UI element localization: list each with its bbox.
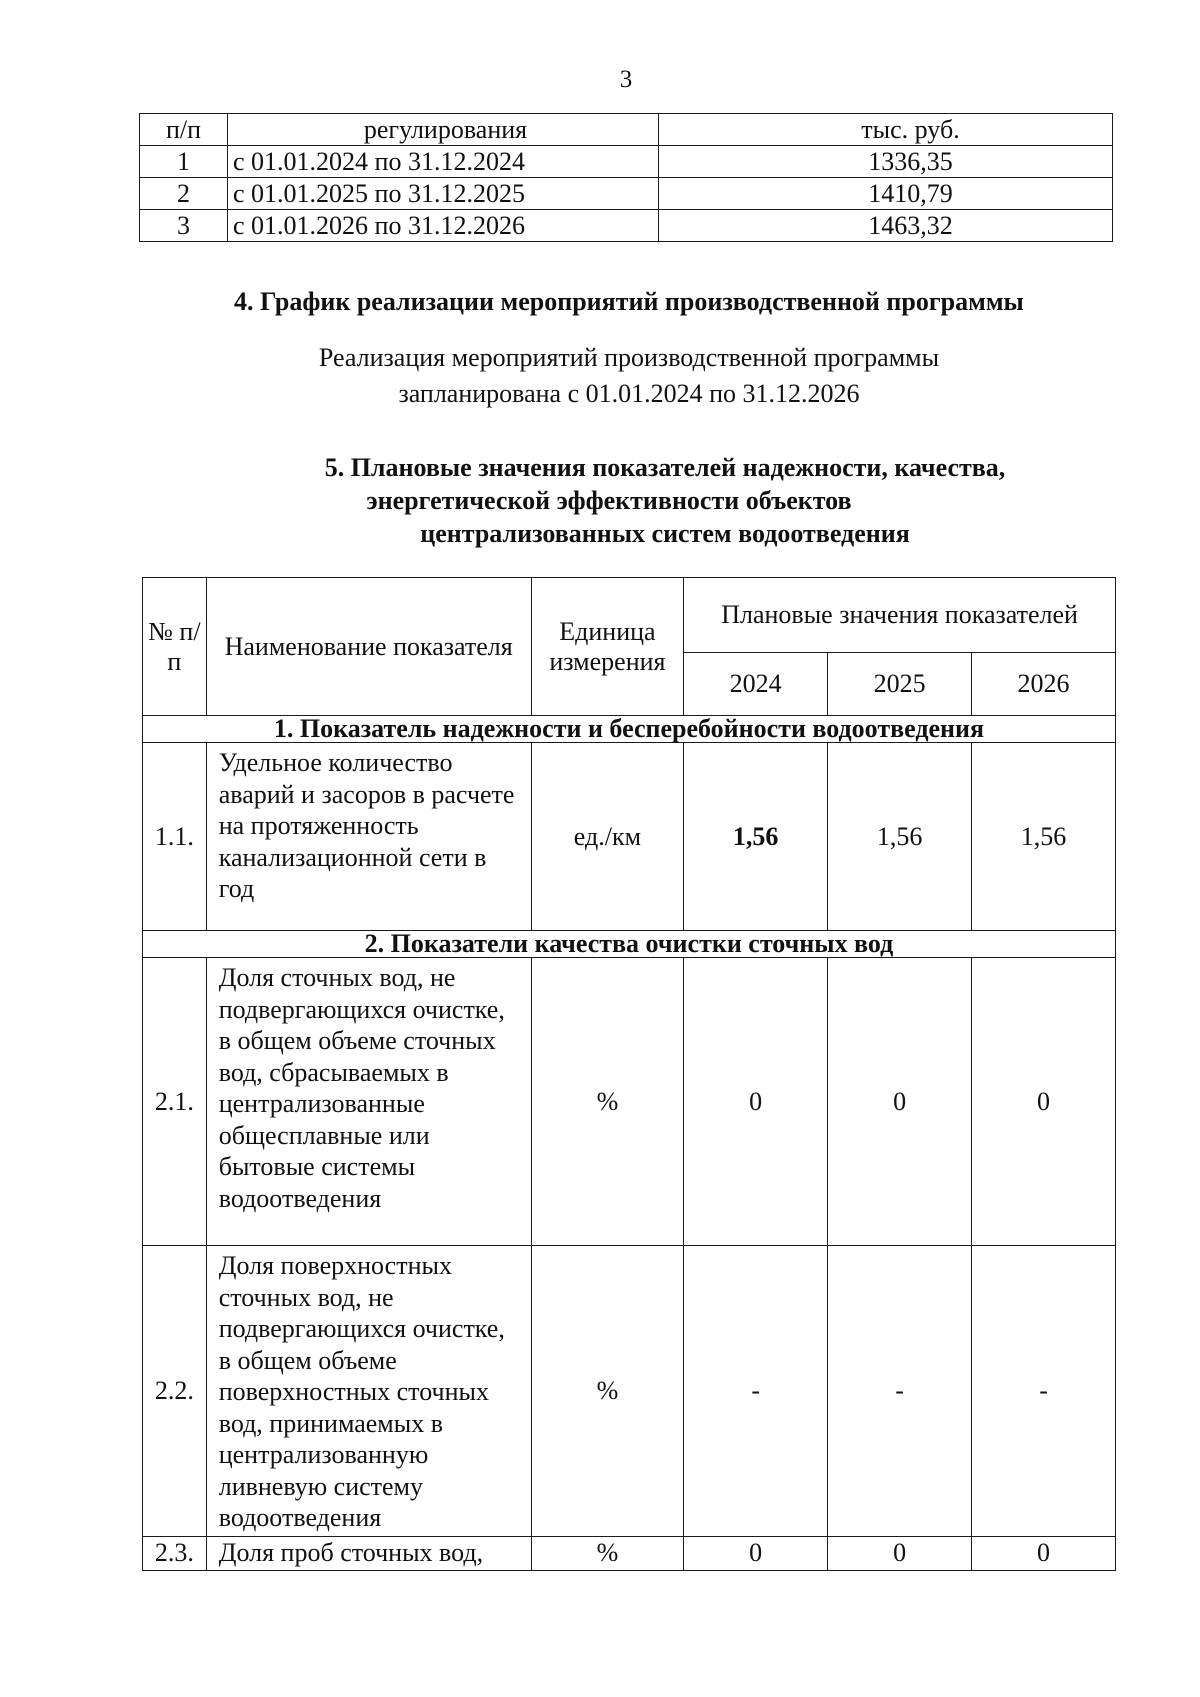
row-num: 2.1. [143,958,207,1246]
section5-title-line1: 5. Плановые значения показателей надежности, качества, [324,453,1006,482]
row-value-2026: 0 [972,958,1116,1246]
row-num: 2.2. [143,1246,207,1537]
header-year-2024: 2024 [684,653,828,716]
row-value-2025: 1,56 [828,743,972,931]
row-value-2026: - [972,1246,1116,1537]
section5-title-line2: энергетической эффективности объектов [366,486,852,515]
row-value-2024: 0 [684,1536,828,1571]
row-value-2026: 0 [972,1536,1116,1571]
section1-title: 1. Показатель надежности и бесперебойности водоотведения [143,716,1116,743]
tariff-row-period: с 01.01.2024 по 31.12.2024 [228,146,659,178]
row-num: 1.1. [143,743,207,931]
row-num: 2.3. [143,1536,207,1571]
row-name: Доля сточных вод, не подвергающихся очистке, в общем объеме сточных вод, сбрасываемых в централизованные общесплавные или бытовые системы водоотведения [206,958,531,1246]
tariff-row-value: 1336,35 [659,146,1113,178]
row-value-2025: 0 [828,958,972,1246]
section2-title: 2. Показатели качества очистки сточных вод [143,931,1116,958]
page-number: 3 [619,66,633,93]
tariff-table [139,113,1113,242]
section1-row [143,716,1116,743]
tariff-row-num: 1 [140,146,228,178]
row-unit: ед./км [531,743,684,931]
section4-text [0,340,1200,412]
tariff-header-num: п/п [140,114,228,146]
tariff-row-num: 2 [140,178,228,210]
header-unit: Единица измерения [531,578,684,716]
row-unit: % [531,958,684,1246]
row-unit: % [531,1246,684,1537]
table-row [140,210,1113,242]
row-value-2025: - [828,1246,972,1537]
tariff-row-period: с 01.01.2026 по 31.12.2026 [228,210,659,242]
tariff-header-row [140,114,1113,146]
row-value-2024: - [684,1246,828,1537]
indicators-table [142,577,1116,1571]
table-row [143,958,1116,1246]
section4-title: 4. График реализации мероприятий производственной программы [234,287,1024,316]
row-value-2024: 1,56 [684,743,828,931]
table-row [140,178,1113,210]
row-value-2025: 0 [828,1536,972,1571]
tariff-row-period: с 01.01.2025 по 31.12.2025 [228,178,659,210]
section5-title [0,451,1200,550]
table-row [143,1536,1116,1571]
row-name: Доля поверхностных сточных вод, не подвергающихся очистке, в общем объеме поверхностных сточных вод, принимаемых в централизованную ливневую систему водоотведения [206,1246,531,1537]
section5-title-line3: централизованных систем водоотведения [420,519,910,548]
table-row [140,146,1113,178]
section2-row [143,931,1116,958]
header-name: Наименование показателя [206,578,531,716]
tariff-row-value: 1410,79 [659,178,1113,210]
section4-text-line2: запланирована с 01.01.2024 по 31.12.2026 [398,379,860,408]
header-plan: Плановые значения показателей [684,578,1116,653]
row-unit: % [531,1536,684,1571]
tariff-header-value: тыс. руб. [659,114,1113,146]
header-year-2025: 2025 [828,653,972,716]
section4-text-line1: Реализация мероприятий производственной программы [318,343,940,372]
row-name: Доля проб сточных вод, [206,1536,531,1571]
table-row [143,1246,1116,1537]
tariff-row-num: 3 [140,210,228,242]
table-row [143,743,1116,931]
row-value-2024: 0 [684,958,828,1246]
indicators-header-row [143,578,1116,653]
header-num: № п/п [143,578,207,716]
header-year-2026: 2026 [972,653,1116,716]
row-name: Удельное количество аварий и засоров в расчете на протяженность канализационной сети в год [206,743,531,931]
tariff-header-period: регулирования [228,114,659,146]
row-value-2026: 1,56 [972,743,1116,931]
tariff-row-value: 1463,32 [659,210,1113,242]
